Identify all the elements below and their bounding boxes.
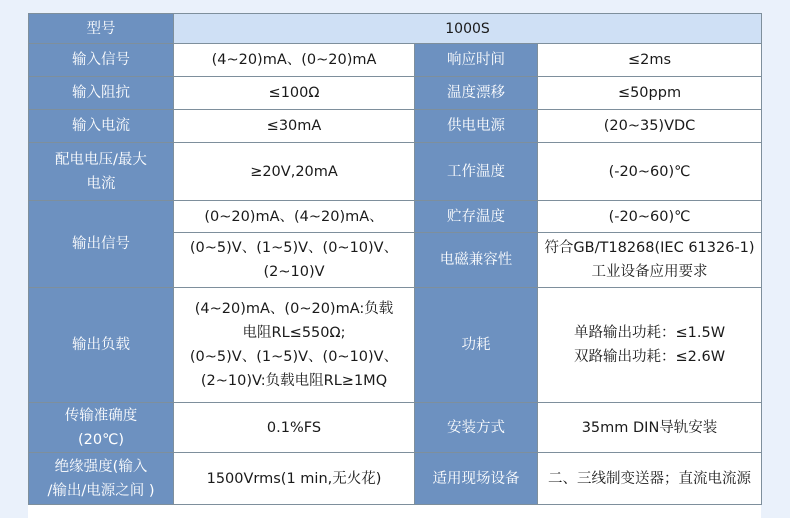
header-row [29, 14, 762, 44]
power-consumption-value-line1: 单路输出功耗：≤1.5W [573, 325, 726, 341]
power-supply-label: 供电电源 [415, 110, 538, 143]
insulation-label [29, 453, 174, 505]
storage-temp-value: (-20~60)℃ [538, 201, 762, 233]
power-consumption-value-line2: 双路输出功耗：≤2.6W [573, 349, 726, 365]
insulation-value: 1500Vrms(1 min,无火花) [174, 453, 415, 505]
output-load-value [174, 288, 415, 403]
table-row [29, 453, 762, 505]
power-supply-value: (20~35)VDC [538, 110, 762, 143]
accuracy-label-line2: (20℃) [77, 431, 125, 448]
emc-value [538, 233, 762, 288]
output-signal-value-line1: (0~20)mA、(4~20)mA、 [174, 201, 415, 233]
accuracy-value: 0.1%FS [174, 403, 415, 453]
input-impedance-label: 输入阻抗 [29, 77, 174, 110]
power-consumption-value [538, 288, 762, 403]
output-signal-value-line3: (2~10)V [263, 264, 325, 280]
install-label: 安装方式 [415, 403, 538, 453]
work-temp-label: 工作温度 [415, 143, 538, 201]
supply-voltage-label-line1: 配电电压/最大 [55, 151, 147, 168]
response-time-label: 响应时间 [415, 44, 538, 77]
model-value: 1000S [174, 14, 762, 44]
install-value: 35mm DIN导轨安装 [538, 403, 762, 453]
supply-voltage-label-line2: 电流 [86, 175, 116, 192]
table-row [29, 110, 762, 143]
field-device-value: 二、三线制变送器；直流电流源 [538, 453, 762, 505]
field-device-label: 适用现场设备 [415, 453, 538, 505]
output-load-value-line3: (0~5)V、(1~5)V、(0~10)V、 [189, 349, 399, 365]
model-label: 型号 [29, 14, 174, 44]
output-signal-label: 输出信号 [29, 201, 174, 288]
emc-value-line2: 工业设备应用要求 [591, 264, 708, 280]
table-row [29, 44, 762, 77]
table-row [29, 201, 762, 233]
response-time-value: ≤2ms [538, 44, 762, 77]
emc-value-line1: 符合GB/T18268(IEC 61326-1) [544, 240, 755, 256]
input-signal-value: (4~20)mA、(0~20)mA [174, 44, 415, 77]
spec-table-container [28, 13, 761, 518]
temp-drift-value: ≤50ppm [538, 77, 762, 110]
emc-label: 电磁兼容性 [415, 233, 538, 288]
output-load-value-line2: 电阻RL≤550Ω; [242, 325, 346, 341]
storage-temp-label: 贮存温度 [415, 201, 538, 233]
output-load-value-line4: (2~10)V:负载电阻RL≥1MQ [200, 373, 388, 389]
table-row [29, 77, 762, 110]
input-impedance-value: ≤100Ω [174, 77, 415, 110]
table-row [29, 143, 762, 201]
output-load-label: 输出负载 [29, 288, 174, 403]
output-signal-value-line2: (0~5)V、(1~5)V、(0~10)V、 [189, 240, 399, 256]
input-signal-label: 输入信号 [29, 44, 174, 77]
input-current-value: ≤30mA [174, 110, 415, 143]
insulation-label-line1: 绝缘强度(输入 [54, 458, 148, 475]
accuracy-label-line1: 传输准确度 [64, 407, 138, 424]
spec-table [28, 13, 762, 505]
temp-drift-label: 温度漂移 [415, 77, 538, 110]
table-row [29, 288, 762, 403]
supply-voltage-value: ≥20V,20mA [174, 143, 415, 201]
power-consumption-label: 功耗 [415, 288, 538, 403]
output-load-value-line1: (4~20)mA、(0~20)mA:负载 [194, 301, 394, 317]
work-temp-value: (-20~60)℃ [538, 143, 762, 201]
insulation-label-line2: /输出/电源之间 ) [47, 482, 155, 499]
table-row [29, 403, 762, 453]
accuracy-label [29, 403, 174, 453]
output-signal-value-rest [174, 233, 415, 288]
supply-voltage-label [29, 143, 174, 201]
input-current-label: 输入电流 [29, 110, 174, 143]
